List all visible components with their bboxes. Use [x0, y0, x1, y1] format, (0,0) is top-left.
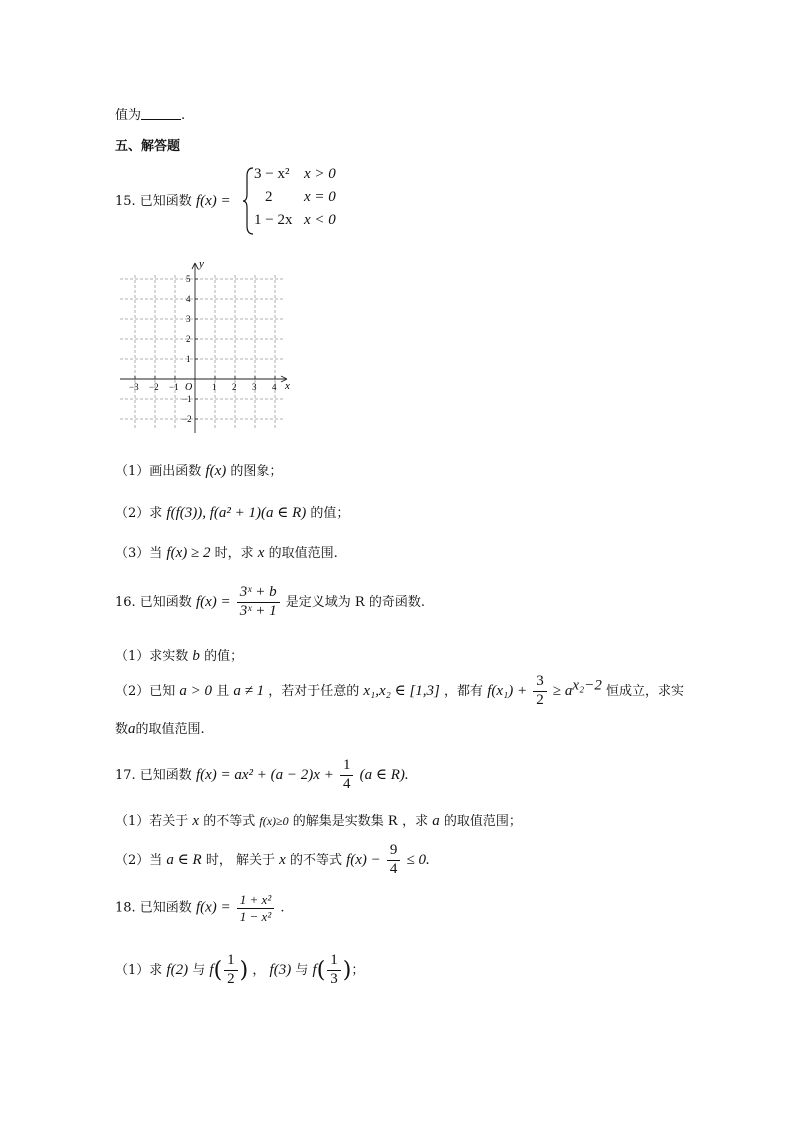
x-tick-label: 4 — [272, 382, 277, 392]
q17-sub1-var: a — [432, 813, 440, 829]
q15-case-1-cond: x > 0 — [304, 166, 336, 182]
q16-fraction — [237, 585, 280, 620]
axes — [120, 263, 287, 433]
y-axis-label: y — [199, 258, 204, 270]
q17-sub1-text: 的解集是实数集 — [292, 814, 384, 829]
q16-sub2-math: f(x₁) + — [487, 682, 528, 699]
q17-sub2-var: x — [279, 851, 286, 868]
q15-fx: f(x) = — [195, 193, 231, 209]
q18-sub1-math: f — [312, 961, 317, 978]
answer-blank[interactable] — [141, 107, 181, 120]
q15-sub1-suffix: 的图象； — [230, 464, 283, 479]
q16-label: 16. 已知函数 — [115, 594, 192, 610]
q18-sub1-math: f — [209, 961, 214, 978]
q16-sub1 — [115, 645, 243, 665]
q17-expr: f(x) = ax² + (a − 2)x + — [195, 766, 334, 783]
q15-stem — [115, 190, 231, 210]
q15-sub3-prefix: （3）当 — [115, 546, 163, 561]
q15-sub3-var: x — [257, 545, 265, 561]
q18-sub1-text: ； — [351, 962, 365, 978]
q16-sub2-exponent: x₂−2 — [572, 677, 602, 694]
q15-sub3-expr: f(x) ≥ 2 — [166, 545, 211, 561]
q16-sub1-var: b — [192, 648, 200, 664]
q16-sub1-prefix: （1）求实数 — [115, 649, 189, 664]
q15-sub2-prefix: （2）求 — [115, 506, 163, 521]
q15-sub2-expr: f(f(3)), f(a² + 1)(a ∈ R) — [166, 505, 307, 521]
q16-sub2-var: a — [128, 721, 136, 737]
paren-close: ) — [239, 957, 249, 983]
x-tick-label: −2 — [149, 382, 159, 392]
q15-case-2-expr: 2 — [265, 189, 273, 205]
q17-expr-tail: (a ∈ R). — [359, 766, 409, 783]
q18-sub1-fraction — [327, 953, 341, 988]
q17-sub1-var: x — [192, 813, 200, 829]
q16-sub2-text: 且 — [216, 683, 230, 699]
q16-sub2-math: x₁,x₂ ∈ [1,3] — [363, 682, 440, 699]
y-tick-label: 4 — [186, 294, 191, 304]
q17-label: 17. 已知函数 — [115, 767, 192, 783]
q17-sub2-cond: a ∈ R — [166, 851, 202, 868]
q17-sub1-text: 的取值范围； — [443, 814, 522, 829]
q16-sub2 — [115, 674, 684, 709]
q16-sub2-frac-num: 3 — [533, 674, 547, 692]
grid-lines — [120, 275, 285, 430]
y-tick-label: −2 — [182, 414, 192, 424]
q16-sub2-frac-den: 2 — [536, 691, 544, 708]
q15-case-1-expr: 3 − x² — [254, 166, 290, 182]
q18-stem — [115, 893, 285, 923]
q18-fx: f(x) = — [195, 899, 231, 916]
q17-sub2-tail: ≤ 0. — [406, 851, 430, 868]
q16-sub2-text: （2）已知 — [115, 683, 176, 699]
q16-sub2-text: 数 — [115, 722, 129, 737]
q16-denominator: 3ˣ + 1 — [239, 602, 277, 619]
q17-sub2-frac-num: 9 — [387, 843, 401, 861]
x-tick-label: 1 — [212, 382, 217, 392]
q16-sub2-text: ，都有 — [444, 683, 484, 699]
q17-fraction — [340, 758, 354, 793]
q15-sub1-fx: f(x) — [205, 463, 227, 479]
y-tick-label: 1 — [186, 354, 191, 364]
q16-sub2-text: ，若对于任意的 — [268, 683, 360, 699]
paren-open: ( — [316, 957, 326, 983]
q17-sub2 — [115, 843, 430, 878]
q16-stem — [115, 585, 425, 620]
q18-sub1-text: 与 — [192, 962, 206, 978]
q16-sub2-line2 — [115, 718, 205, 738]
x-tick-label: 2 — [232, 382, 237, 392]
q17-sub1-text: （1）若关于 — [115, 814, 189, 829]
q18-sub1 — [115, 953, 364, 988]
coordinate-grid — [115, 255, 295, 435]
q18-sub1-text: （1）求 — [115, 962, 163, 978]
q18-sub1-fraction — [224, 953, 238, 988]
q16-sub2-text: 恒成立，求实 — [606, 683, 685, 699]
q15-case-2-cond: x = 0 — [304, 189, 336, 205]
q17-sub2-fraction — [387, 843, 401, 878]
top-line-tail: . — [181, 108, 186, 123]
q16-numerator: 3ˣ + b — [237, 585, 280, 603]
q17-sub1-text: ，求 — [402, 814, 429, 829]
q16-sub2-text: 的取值范围. — [135, 722, 205, 737]
q18-tail: . — [280, 900, 285, 916]
q16-sub2-math: ≥ a — [552, 682, 573, 699]
q18-sub1-math: f(3) — [269, 961, 292, 978]
q18-sub1-math: f(2) — [166, 961, 189, 978]
q16-sub1-suffix: 的值； — [204, 649, 244, 664]
q15-sub3 — [115, 542, 338, 562]
y-tick-label: 2 — [186, 334, 191, 344]
paren-close: ) — [342, 957, 352, 983]
q15-sub2 — [115, 502, 349, 522]
q15-sub1-prefix: （1）画出函数 — [115, 464, 202, 479]
origin-label: O — [185, 382, 193, 393]
q18-sub1-frac-num: 1 — [224, 953, 238, 971]
x-tick-label: 3 — [252, 382, 257, 392]
q18-denominator: 1 − x² — [239, 908, 272, 924]
q16-sub2-fraction — [533, 674, 547, 709]
q15-case-3-cond: x < 0 — [304, 212, 336, 228]
q17-sub1 — [115, 810, 522, 830]
q17-sub2-frac-den: 4 — [389, 860, 398, 877]
x-tick-label: −3 — [129, 382, 139, 392]
q15-sub3-mid: 时，求 — [214, 546, 254, 561]
y-tick-label: −1 — [182, 394, 192, 404]
q15-sub3-suffix: 的取值范围. — [268, 546, 338, 561]
q17-sub2-text: 时， 解关于 — [205, 852, 275, 868]
q17-sub1-set: R — [387, 813, 398, 829]
q17-sub2-text: 的不等式 — [289, 852, 342, 868]
q18-fraction — [237, 893, 274, 923]
section-title: 五、解答题 — [115, 139, 181, 154]
top-line — [115, 104, 185, 123]
q17-sub1-ineq: f(x)≥0 — [259, 814, 289, 828]
q16-sub2-math: a ≠ 1 — [233, 682, 265, 699]
q17-sub1-text: 的不等式 — [203, 814, 256, 829]
q18-label: 18. 已知函数 — [115, 900, 192, 916]
q17-stem — [115, 758, 409, 793]
q18-sub1-frac-den: 2 — [227, 970, 235, 987]
top-line-text: 值为 — [115, 108, 142, 123]
q17-sub2-text: （2）当 — [115, 852, 163, 868]
x-axis-label: x — [285, 380, 290, 392]
x-tick-label: −1 — [169, 382, 179, 392]
y-tick-label: 5 — [186, 274, 191, 284]
q18-sub1-frac-num: 1 — [327, 953, 341, 971]
q17-frac-num: 1 — [340, 758, 354, 776]
q18-sub1-frac-den: 3 — [330, 970, 338, 987]
q17-frac-den: 4 — [342, 775, 351, 792]
q15-sub1 — [115, 460, 282, 480]
q18-numerator: 1 + x² — [237, 893, 274, 909]
y-tick-label: 3 — [186, 314, 191, 324]
q16-fx: f(x) = — [195, 593, 231, 610]
q16-suffix: 是定义域为 R 的奇函数. — [285, 594, 425, 610]
paren-open: ( — [213, 957, 223, 983]
q15-case-3-expr: 1 − 2x — [254, 212, 293, 228]
q16-sub2-math: a > 0 — [179, 682, 213, 699]
q15-label: 15. 已知函数 — [115, 194, 192, 209]
q15-sub2-suffix: 的值； — [310, 506, 350, 521]
q17-sub2-expr: f(x) − — [346, 851, 381, 868]
q18-sub1-text: ， — [252, 962, 266, 978]
q18-sub1-text: 与 — [295, 962, 309, 978]
